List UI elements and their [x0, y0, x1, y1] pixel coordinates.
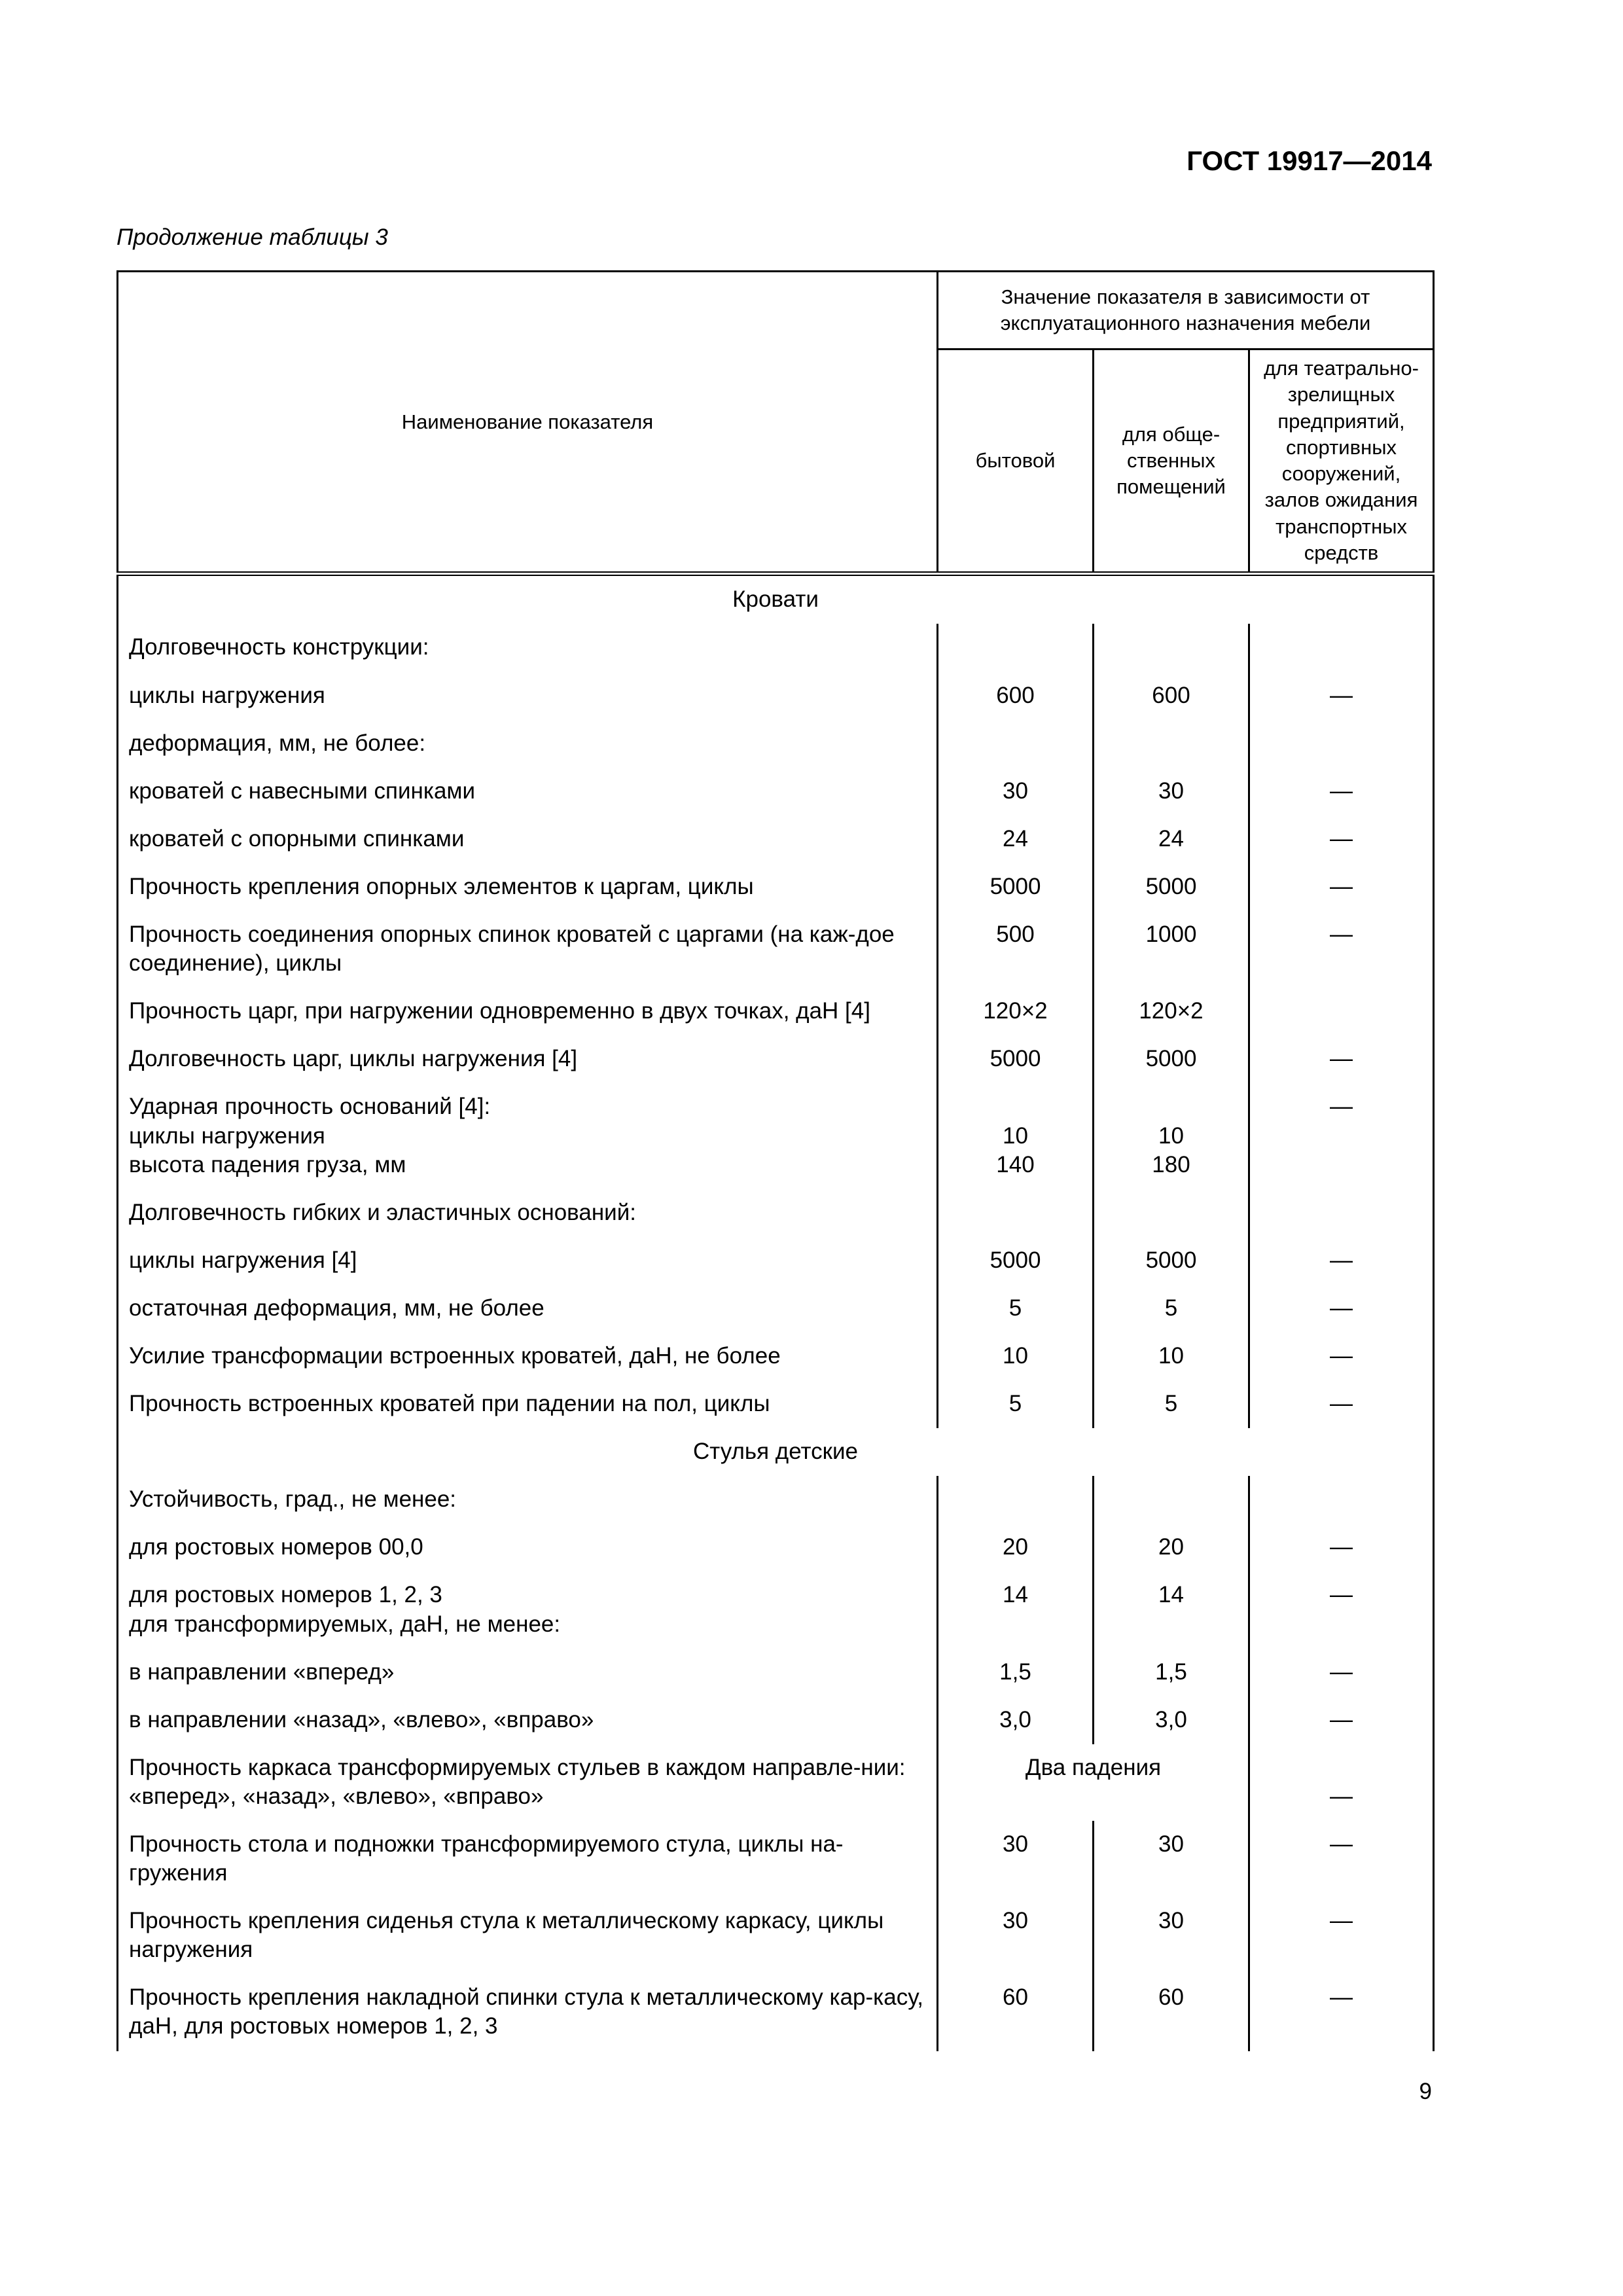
value-household: 20 — [938, 1524, 1094, 1571]
value-theatre: — — [1249, 1974, 1434, 2051]
value-household: 5 — [938, 1285, 1094, 1333]
indicator-name: Прочность крепления опорных элементов к царгам, циклы — [118, 863, 938, 911]
indicator-name: кроватей с навесными спинками — [118, 768, 938, 816]
value-theatre: — — [1249, 816, 1434, 863]
table-caption: Продолжение таблицы 3 — [116, 224, 388, 250]
value-public: 5 — [1094, 1285, 1249, 1333]
table-row — [118, 768, 1434, 816]
indicator-name: циклы нагружения — [118, 672, 938, 720]
indicator-name: Прочность встроенных кроватей при падении на пол, циклы — [118, 1380, 938, 1428]
table-row — [118, 1333, 1434, 1380]
value-public — [1094, 624, 1249, 672]
value-household — [938, 1476, 1094, 1524]
value-public: 600 — [1094, 672, 1249, 720]
value-household — [938, 624, 1094, 672]
value-public: 24 — [1094, 816, 1249, 863]
value-theatre: — — [1249, 1821, 1434, 1897]
indicator-name: Прочность соединения опорных спинок кроватей с царгами (на каж-дое соединение), циклы — [118, 911, 938, 988]
table-row — [118, 1285, 1434, 1333]
value-public: 5000 — [1094, 1237, 1249, 1285]
value-public: 5000 — [1094, 1035, 1249, 1083]
value-household: 5000 — [938, 863, 1094, 911]
value-public: 10 — [1094, 1333, 1249, 1380]
value-household: 10 — [938, 1333, 1094, 1380]
value-household: 1,5 — [938, 1649, 1094, 1696]
value-public: 5 — [1094, 1380, 1249, 1428]
table-row — [118, 1189, 1434, 1237]
table-row — [118, 1696, 1434, 1744]
properties-table — [116, 270, 1435, 2051]
value-theatre: — — [1249, 1571, 1434, 1648]
value-public: 5000 — [1094, 863, 1249, 911]
table-body — [118, 574, 1434, 2051]
table-row — [118, 1897, 1434, 1974]
value-public: 1,5 — [1094, 1649, 1249, 1696]
value-public: 10 180 — [1094, 1083, 1249, 1189]
table-row — [118, 1476, 1434, 1524]
value-household: 30 — [938, 1897, 1094, 1974]
value-public: 30 — [1094, 768, 1249, 816]
value-theatre — [1249, 720, 1434, 768]
value-public — [1094, 720, 1249, 768]
table-row — [118, 1571, 1434, 1648]
merged-value: Два падения — [938, 1744, 1249, 1821]
value-theatre — [1249, 1476, 1434, 1524]
value-theatre: — — [1249, 672, 1434, 720]
value-theatre: — — [1249, 1524, 1434, 1571]
value-public: 14 — [1094, 1571, 1249, 1648]
header-public-premises: для обще-ственных помещений — [1094, 350, 1249, 574]
indicator-name: для ростовых номеров 1, 2, 3 для трансформируемых, даН, не менее: — [118, 1571, 938, 1648]
indicator-name: Прочность крепления сиденья стула к металлическому каркасу, циклы нагружения — [118, 1897, 938, 1974]
value-theatre — [1249, 988, 1434, 1035]
table-row — [118, 1649, 1434, 1696]
table-row — [118, 1380, 1434, 1428]
value-household: 30 — [938, 768, 1094, 816]
value-household: 10 140 — [938, 1083, 1094, 1189]
value-theatre: — — [1249, 1083, 1434, 1189]
table-row — [118, 1974, 1434, 2051]
indicator-name: Прочность каркаса трансформируемых стульев в каждом направле-нии: «вперед», «назад», «влево», «вправо» — [118, 1744, 938, 1821]
indicator-name: Ударная прочность оснований [4]: циклы нагружения высота падения груза, мм — [118, 1083, 938, 1189]
value-household: 600 — [938, 672, 1094, 720]
value-public: 1000 — [1094, 911, 1249, 988]
value-theatre — [1249, 624, 1434, 672]
value-household: 3,0 — [938, 1696, 1094, 1744]
value-public: 3,0 — [1094, 1696, 1249, 1744]
value-household: 5000 — [938, 1237, 1094, 1285]
indicator-name: остаточная деформация, мм, не более — [118, 1285, 938, 1333]
table-row — [118, 1083, 1434, 1189]
table-row — [118, 1035, 1434, 1083]
indicator-name: в направлении «назад», «влево», «вправо» — [118, 1696, 938, 1744]
indicator-name: деформация, мм, не более: — [118, 720, 938, 768]
value-household — [938, 720, 1094, 768]
value-household: 24 — [938, 816, 1094, 863]
indicator-name: в направлении «вперед» — [118, 1649, 938, 1696]
value-public — [1094, 1476, 1249, 1524]
header-indicator-name: Наименование показателя — [118, 272, 938, 574]
value-household: 30 — [938, 1821, 1094, 1897]
indicator-name: Прочность крепления накладной спинки стула к металлическому кар-касу, даН, для ростовых номеров 1, 2, 3 — [118, 1974, 938, 2051]
value-theatre — [1249, 1189, 1434, 1237]
table-row — [118, 1744, 1434, 1821]
value-household: 5000 — [938, 1035, 1094, 1083]
indicator-name: Долговечность царг, циклы нагружения [4] — [118, 1035, 938, 1083]
header-value-group: Значение показателя в зависимости от эксплуатационного назначения мебели — [938, 272, 1434, 350]
value-theatre: — — [1249, 1696, 1434, 1744]
value-theatre: — — [1249, 1035, 1434, 1083]
value-theatre: — — [1249, 863, 1434, 911]
standard-designation: ГОСТ 19917—2014 — [1186, 145, 1432, 176]
value-theatre: — — [1249, 1237, 1434, 1285]
value-household — [938, 1189, 1094, 1237]
section-header-row — [118, 574, 1434, 624]
value-public: 120×2 — [1094, 988, 1249, 1035]
value-public: 60 — [1094, 1974, 1249, 2051]
indicator-name: Усилие трансформации встроенных кроватей, даН, не более — [118, 1333, 938, 1380]
value-public: 30 — [1094, 1897, 1249, 1974]
table-row — [118, 863, 1434, 911]
value-household: 120×2 — [938, 988, 1094, 1035]
table-row — [118, 1821, 1434, 1897]
value-household: 60 — [938, 1974, 1094, 2051]
value-public — [1094, 1189, 1249, 1237]
value-theatre: — — [1249, 911, 1434, 988]
table-row — [118, 720, 1434, 768]
value-theatre: — — [1249, 1380, 1434, 1428]
table-row — [118, 988, 1434, 1035]
value-public: 20 — [1094, 1524, 1249, 1571]
value-theatre: — — [1249, 768, 1434, 816]
page-number: 9 — [1419, 2079, 1432, 2104]
table-row — [118, 816, 1434, 863]
table-row — [118, 911, 1434, 988]
value-theatre: — — [1249, 1333, 1434, 1380]
value-theatre: — — [1249, 1285, 1434, 1333]
indicator-name: Прочность стола и подножки трансформируемого стула, циклы на-гружения — [118, 1821, 938, 1897]
table-row — [118, 624, 1434, 672]
indicator-name: Прочность царг, при нагружении одновременно в двух точках, даН [4] — [118, 988, 938, 1035]
section-header-row — [118, 1428, 1434, 1476]
value-theatre: — — [1249, 1897, 1434, 1974]
indicator-name: кроватей с опорными спинками — [118, 816, 938, 863]
indicator-name: циклы нагружения [4] — [118, 1237, 938, 1285]
header-household: бытовой — [938, 350, 1094, 574]
header-theatre-sports-transport: для театрально-зрелищных предприятий, спортивных сооружений, залов ожидания транспортных средств — [1249, 350, 1434, 574]
value-public: 30 — [1094, 1821, 1249, 1897]
value-theatre: — — [1249, 1649, 1434, 1696]
section-title: Кровати — [118, 574, 1434, 624]
section-title: Стулья детские — [118, 1428, 1434, 1476]
value-household: 500 — [938, 911, 1094, 988]
indicator-name: Долговечность гибких и эластичных оснований: — [118, 1189, 938, 1237]
table-row — [118, 1237, 1434, 1285]
indicator-name: для ростовых номеров 00,0 — [118, 1524, 938, 1571]
indicator-name: Долговечность конструкции: — [118, 624, 938, 672]
value-household: 14 — [938, 1571, 1094, 1648]
table-row — [118, 672, 1434, 720]
value-theatre: — — [1249, 1744, 1434, 1821]
table-row — [118, 1524, 1434, 1571]
value-household: 5 — [938, 1380, 1094, 1428]
indicator-name: Устойчивость, град., не менее: — [118, 1476, 938, 1524]
